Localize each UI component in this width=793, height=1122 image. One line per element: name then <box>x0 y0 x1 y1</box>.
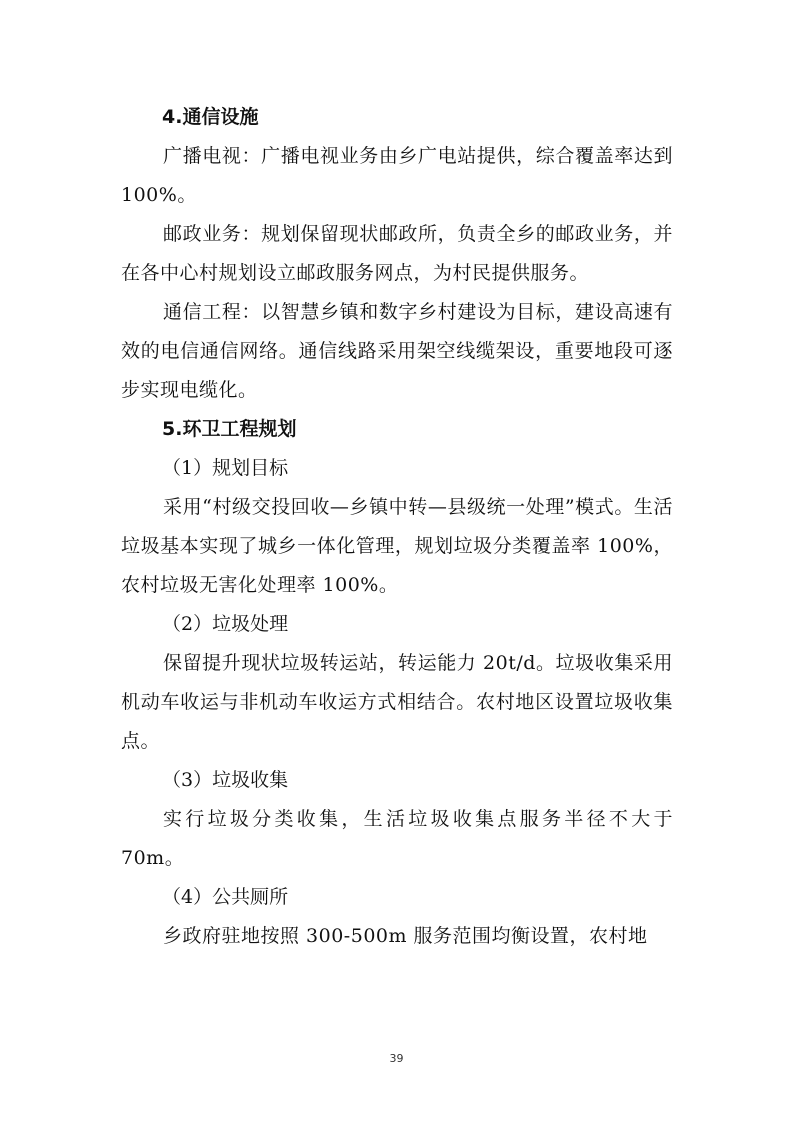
postal-paragraph: 邮政业务：规划保留现状邮政所，负责全乡的邮政业务，并在各中心村规划设立邮政服务网点，为村民提供服务。 <box>121 223 673 284</box>
garbage-treatment-paragraph: 保留提升现状垃圾转运站，转运能力 20t/d。垃圾收集采用机动车收运与非机动车收运方式相结合。农村地区设置垃圾收集点。 <box>121 652 673 752</box>
telecom-heading: 4.通信设施 <box>162 106 259 128</box>
broadcast-paragraph: 广播电视：广播电视业务由乡广电站提供，综合覆盖率达到 100%。 <box>121 145 673 206</box>
page-content <box>121 98 673 956</box>
page-number: 39 <box>389 1052 404 1065</box>
garbage-collection-paragraph: 实行垃圾分类收集，生活垃圾收集点服务半径不大于 70m。 <box>121 808 673 869</box>
garbage-treatment-subheading: （2）垃圾处理 <box>162 613 289 635</box>
garbage-collection-subheading: （3）垃圾收集 <box>162 769 289 791</box>
planning-goal-paragraph: 采用“村级交投回收—乡镇中转—县级统一处理”模式。生活垃圾基本实现了城乡一体化管理，规划垃圾分类覆盖率 100%，农村垃圾无害化处理率 100%。 <box>121 496 673 596</box>
planning-goal-subheading: （1）规划目标 <box>162 457 289 479</box>
public-toilet-paragraph: 乡政府驻地按照 300-500m 服务范围均衡设置，农村地 <box>163 925 648 947</box>
public-toilet-subheading: （4）公共厕所 <box>162 886 289 908</box>
telecom-engineering-paragraph: 通信工程：以智慧乡镇和数字乡村建设为目标，建设高速有效的电信通信网络。通信线路采用架空线缆架设，重要地段可逐步实现电缆化。 <box>121 301 673 401</box>
sanitation-heading: 5.环卫工程规划 <box>162 418 297 440</box>
